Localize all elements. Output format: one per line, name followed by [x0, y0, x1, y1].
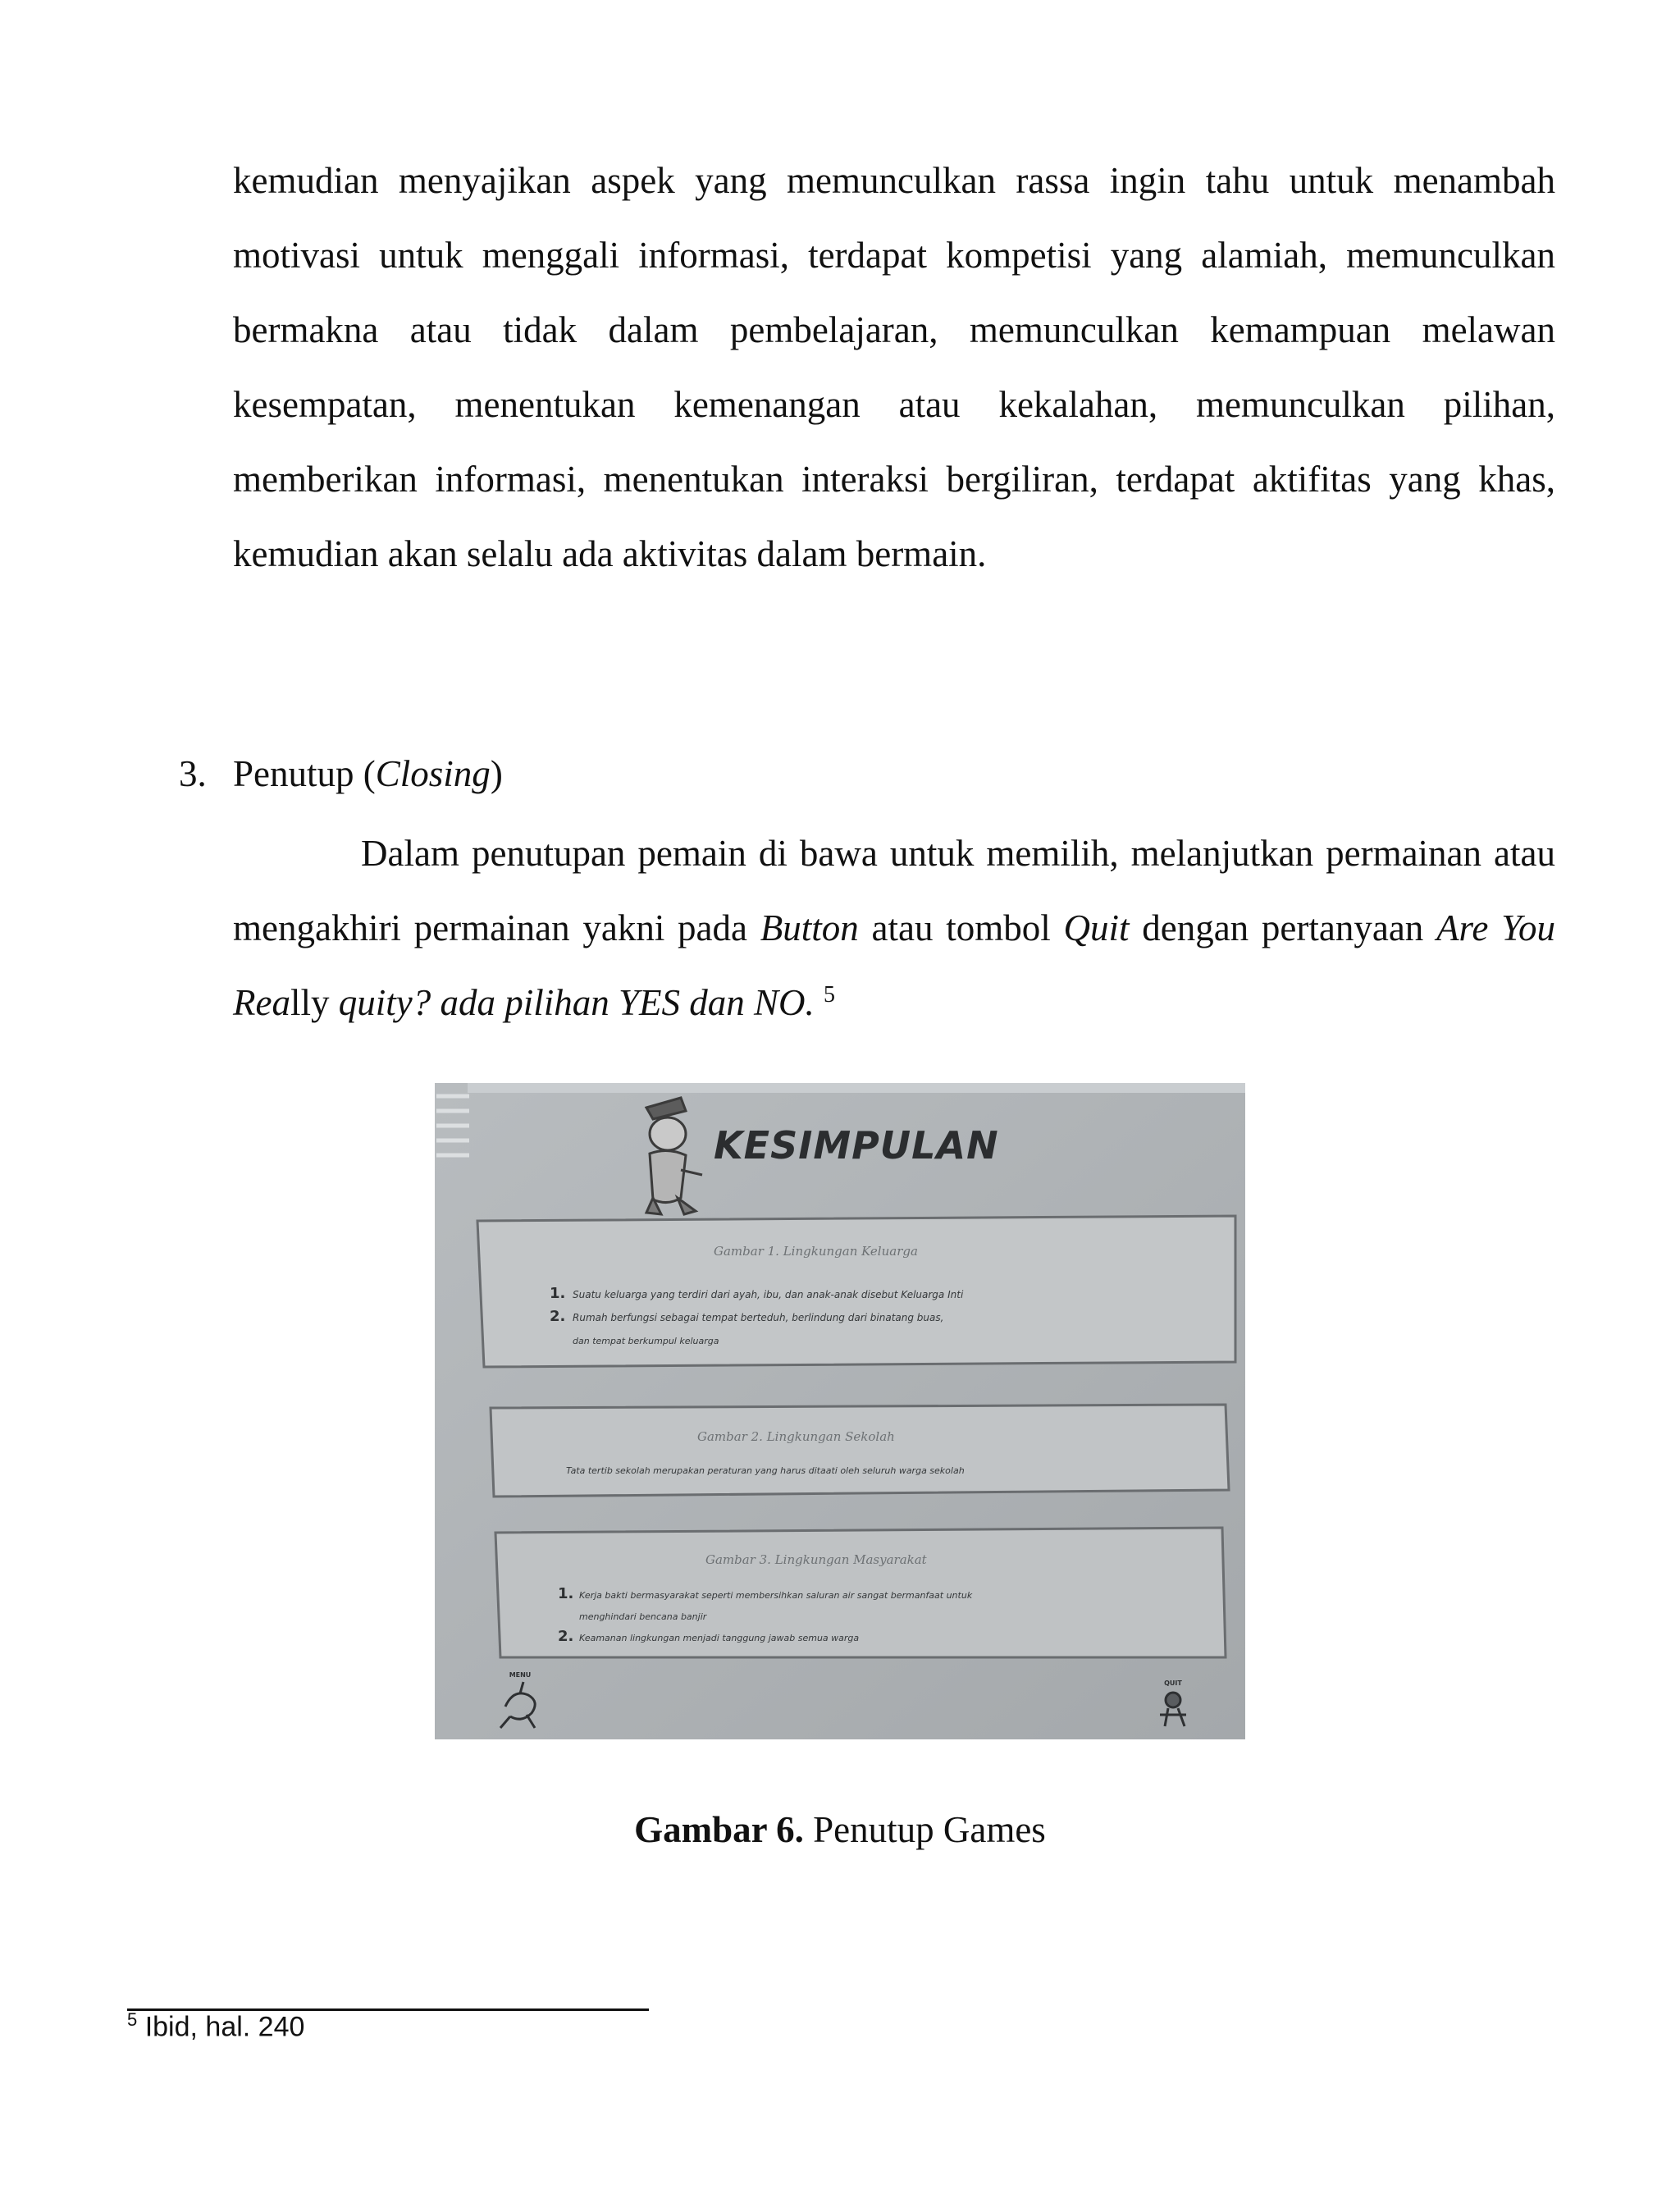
- paragraph2-text-2: atau tombol: [858, 907, 1064, 948]
- footnote: [127, 1995, 304, 2051]
- box1-line3: dan tempat berkumpul keluarga: [573, 1336, 719, 1346]
- box3-heading: Gambar 3. Lingkungan Masyarakat: [705, 1552, 927, 1567]
- button-term: Button: [760, 907, 859, 948]
- box1-line1-number: 1.: [550, 1285, 566, 1302]
- question-text-a: Are You Rea: [233, 907, 1556, 1023]
- game-screenshot: [435, 1083, 1245, 1739]
- box3-line1: Kerja bakti bermasyarakat seperti membersihkan saluran air sangat bermanfaat untuk: [579, 1590, 973, 1601]
- footnote-text: Ibid, hal. 240: [144, 2011, 305, 2043]
- menu-label: MENU: [509, 1671, 532, 1679]
- section-title-italic: Closing: [375, 753, 491, 794]
- box2-heading: Gambar 2. Lingkungan Sekolah: [697, 1429, 895, 1444]
- footnote-reference: 5: [824, 982, 835, 1008]
- quit-label: QUIT: [1164, 1679, 1182, 1687]
- section-title: Penutup: [233, 753, 354, 794]
- figure-title: KESIMPULAN: [714, 1123, 999, 1168]
- caption-label: Gambar 6.: [634, 1809, 804, 1850]
- box3-line1-number: 1.: [558, 1585, 574, 1602]
- section-heading: 3. Penutup (Closing): [179, 745, 503, 802]
- box2-line1: Tata tertib sekolah merupakan peraturan yang harus ditaati oleh seluruh warga sekolah: [566, 1465, 965, 1476]
- body-paragraph-2: [233, 816, 1555, 1040]
- box3-line3: Keamanan lingkungan menjadi tanggung jawab semua warga: [579, 1633, 860, 1643]
- paragraph2-text-1: Dalam penutupan pemain di bawa untuk memilih, melanjutkan permainan atau mengakhiri permainan yakni pada: [233, 833, 1555, 948]
- footnote-number: 5: [127, 2009, 138, 2030]
- box1-line2: Rumah berfungsi sebagai tempat berteduh, berlindung dari binatang buas,: [573, 1312, 944, 1323]
- question-text-c: quity? ada pilihan YES dan NO.: [329, 982, 815, 1023]
- box1-heading: Gambar 1. Lingkungan Keluarga: [714, 1244, 918, 1259]
- game-screenshot-figure: [435, 1083, 1245, 1739]
- section-number: 3.: [179, 753, 207, 794]
- question-text-b: lly: [290, 982, 330, 1023]
- box1-line1: Suatu keluarga yang terdiri dari ayah, ibu, dan anak-anak disebut Keluarga Inti: [573, 1289, 964, 1300]
- figure-caption: [0, 1801, 1680, 1858]
- quit-term: Quit: [1063, 907, 1130, 948]
- conclusion-box-2: [491, 1405, 1229, 1497]
- caption-text: Penutup Games: [803, 1809, 1046, 1850]
- box3-line2: menghindari bencana banjir: [579, 1611, 707, 1622]
- box1-line2-number: 2.: [550, 1308, 566, 1325]
- paragraph2-text-3: dengan pertanyaan: [1129, 907, 1437, 948]
- body-paragraph-1: kemudian menyajikan aspek yang memunculkan rassa ingin tahu untuk menambah motivasi untuk menggali informasi, terdapat kompetisi yang alamiah, memunculkan bermakna atau tidak dalam pembelajaran, memunculkan kemampuan melawan kesempatan, menentukan kemenangan atau kekalahan, memunculkan pilihan, memberikan informasi, menentukan interaksi bergiliran, terdapat aktifitas yang khas, kemudian akan selalu ada aktivitas dalam bermain.: [233, 160, 1555, 574]
- box3-line3-number: 2.: [558, 1628, 574, 1645]
